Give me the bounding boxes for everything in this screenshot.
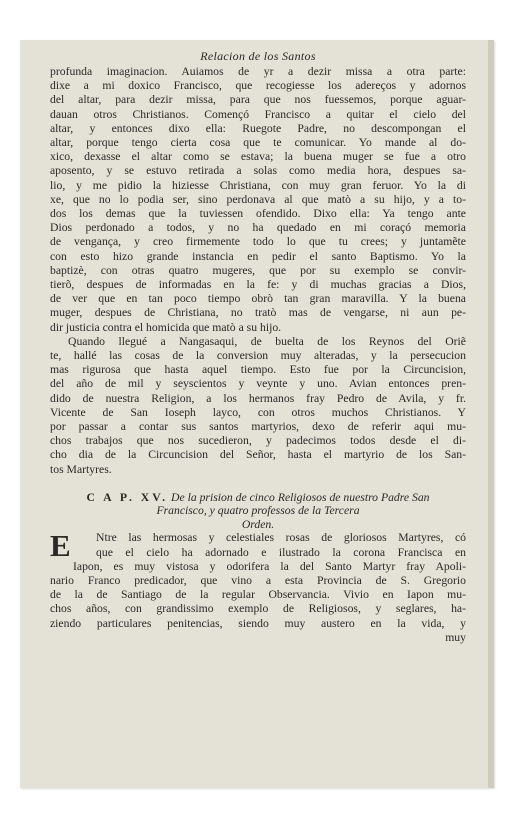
chapter-text <box>50 528 466 645</box>
chapter-line: Ntre las hermosas y celestiales rosas de gloriosos Martyres, có <box>96 531 466 545</box>
body-line: baptizè, con otras quatro mugeres, que por su exemplo se convir- <box>50 263 466 277</box>
body-text <box>50 65 466 477</box>
body-line: Vicente de San Ioseph layco, con otros muchos Christianos. Y <box>50 405 466 419</box>
chapter-heading <box>50 491 466 532</box>
chapter-line: muy <box>445 630 466 644</box>
body-line: dos los demas que la tuviessen ofendido. Dixo ella: Ya tengo ante <box>50 207 466 221</box>
body-line: chos trabajos que nos sucedieron, y padecimos todos desde el di- <box>50 434 466 448</box>
body-line: te, hallé las cosas de la conversion muy alteradas, y la persecucion <box>50 349 466 363</box>
chapter-title-line-2: Francisco, y quatro professos de la Tercera <box>156 504 360 518</box>
body-line: mas rigurosa que hasta aquel tiempo. Esto fue por la Circuncision, <box>50 363 466 377</box>
book-page <box>20 40 494 788</box>
chapter-line: nario Franco predicador, que vino a esta Provincia de S. Gregorio <box>50 574 466 587</box>
body-line: dido de nuestra Religion, a los hermanos fray Pedro de Avila, y fr. <box>50 391 466 405</box>
chapter-line: ziendo particulares penitencias, siendo muy austero en la vida, y <box>50 616 466 630</box>
chapter-line: chos años, con grandissimo exemplo de Religiosos, y seglares, ha- <box>50 602 466 616</box>
chapter-line: de la de Santiago de la regular Observancia. Vivio en Iapon mu- <box>50 588 466 602</box>
body-line: cho dia de la Circuncision del Señor, hasta el martyrio de los San- <box>50 448 466 462</box>
body-line: con esto hizo grande instancia en pedir el santo Baptismo. Yo la <box>50 249 466 263</box>
body-line: xe, que no lo podia ser, sino perdonava al que matò a su hijo, y a to- <box>50 192 466 206</box>
chapter-line: que el cielo ha adornado e ilustrado la corona Francisca en <box>96 545 466 559</box>
body-line: Dios perdonado a todos, y no ha quedado en mi coraçó memoria <box>50 221 466 235</box>
body-line: dir justicia contra el homicida que matò a su hijo. <box>50 320 282 334</box>
body-line: dauan otros Christianos. Començó Francisco a quitar el cielo del <box>50 107 466 121</box>
body-line: xico, dexasse el altar como se estava; la buena muger se fue a otro <box>50 150 466 164</box>
page-text <box>50 49 466 645</box>
body-line: por passar a contar sus santos martyrios, dexo de referir aqui mu- <box>50 420 466 434</box>
chapter-label: C A P. XV. <box>86 490 169 504</box>
body-line: del año de mil y seyscientos y veynte y uno. Avian entonces pren- <box>50 377 466 391</box>
body-line: tos Martyres. <box>50 462 112 476</box>
body-line: lio, y me pidio la hiziesse Christiana, con muy gran feruor. Yo la di <box>50 178 466 192</box>
body-line: altar, y entonces dixo ella: Ruegote Padre, no descompongan el <box>50 121 466 135</box>
body-line: altar, porque tengo cierta cosa que te comunicar. Yo mande al do- <box>50 136 466 150</box>
body-line: del altar, para dezir missa, para que nos fuessemos, porque aguar- <box>50 93 466 107</box>
body-line: Quando llegué a Nangasaqui, de buelta de los Reynos del Oriẽ <box>68 334 466 348</box>
body-line: de vengança, y creo firmemente todo lo que tu crees; y juntamẽte <box>50 235 466 249</box>
chapter-line: Iapon, es muy vistosa y odorifera la del Santo Martyr fray Apoli- <box>73 559 466 573</box>
body-line: tierõ, despues de informadas en la fe: y di muchas gracias a Dios, <box>50 278 466 292</box>
body-line: dixe a mi doxico Francisco, que recogiesse los adereços y adornos <box>50 79 466 93</box>
chapter-title-line-1: De la prision de cinco Religiosos de nuestro Padre San <box>171 490 430 504</box>
body-line: muger, despues de Christiana, no tratò mas de vengarse, ni aun pe- <box>50 306 466 320</box>
chapter-title-line-3: Orden. <box>241 517 275 531</box>
body-line: profunda imaginacion. Auiamos de yr a dezir missa a otra parte: <box>50 65 466 78</box>
body-line: de ver que en tan poco tiempo obrò tan gran maravilla. Y la buena <box>50 292 466 306</box>
running-head: Relacion de los Santos <box>200 49 316 63</box>
body-line: aposento, y se estuvo retirada a solas como media hora, despues sa- <box>50 164 466 178</box>
drop-cap: E <box>50 528 71 564</box>
